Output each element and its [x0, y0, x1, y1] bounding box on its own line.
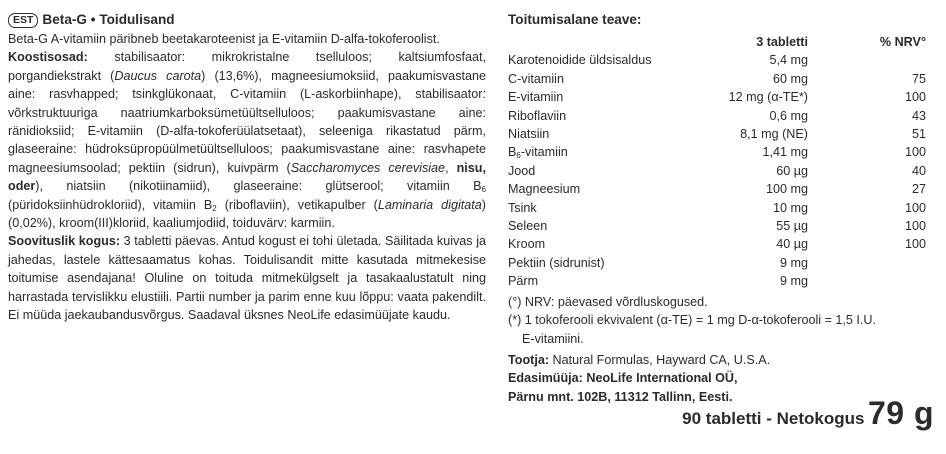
laminaria-digitata: Laminaria digitata — [377, 197, 482, 212]
header-qty: 3 tabletti — [756, 35, 808, 49]
ingredients-text-7: ) (0,02%), kroom(III)kloriid, kaaliumjodiid, toiduvärv: karmiin. — [8, 197, 486, 231]
nutrient-qty: 9 mg — [780, 255, 808, 270]
nutrition-row — [508, 272, 926, 290]
nutrient-qty: 8,1 mg (NE) — [740, 127, 808, 142]
nutrient-nrv: 27 — [911, 182, 926, 197]
ingredients-label: Koostisosad: — [8, 50, 88, 65]
note-tocopherol: (*) 1 tokoferooli ekvivalent (α-TE) = 1 mg D-α-tokoferooli = 1,5 I.U. — [508, 313, 877, 328]
nutrient-nrv: 43 — [911, 108, 926, 123]
manufacturer-text: Natural Formulas, Hayward CA, U.S.A. — [549, 352, 771, 367]
nutrient-qty: 60 µg — [776, 163, 808, 178]
nutrient-name: Pektiin (sidrunist) — [508, 255, 605, 270]
net-weight: 79 g — [867, 395, 934, 431]
note-tocopherol-cont: E-vitamiini. — [522, 331, 584, 346]
nutrient-qty: 9 mg — [780, 274, 808, 289]
nutrition-table — [508, 33, 926, 291]
nutrient-nrv — [808, 51, 926, 69]
distributor-label: Edasimüüja: — [508, 371, 583, 386]
nutrient-name: Niatsiin — [508, 127, 550, 142]
right-column — [508, 10, 938, 406]
ingredients-text-2: ) (13,6%), magneesiumoksiid, paakumisvastane aine: rasvhapped; tsinkglükonaat, C-vitamiin (L-askorbiinhape), stabilisaator: võrkstruktuuriga naatriumkarboksümetüültselluloos; paakumisvastane aine: ränidioksiid; E-vitamiin (D-alfa-tokoferüülatsetaat), seleeniga rikastatud pärm, glaseeraine: hüdroksüpropüülmetüültselluloos; paakumisvastane aine: rasvhapete magneesiumsoolad; pektiin (sidrun), kuivpärm ( — [8, 68, 486, 175]
nutrient-nrv: 40 — [911, 163, 926, 178]
nutrient-nrv: 51 — [911, 127, 926, 142]
usage-paragraph — [8, 232, 486, 324]
ingredients-text-5: (püridoksiinhüdrokloriid), vitamiin B — [8, 197, 213, 212]
nutrition-row — [508, 88, 926, 106]
nutrition-row — [508, 70, 926, 88]
net-quantity — [682, 395, 934, 431]
ingredients-paragraph — [8, 48, 486, 232]
nutrition-row — [508, 107, 926, 125]
product-name: Beta-G — [42, 12, 87, 27]
note-nrv: (°) NRV: päevased võrdluskogused. — [508, 294, 708, 309]
subscript-2: 2 — [212, 203, 217, 213]
product-header — [8, 10, 486, 30]
nutrition-row — [508, 217, 926, 235]
distributor — [508, 369, 938, 387]
nutrient-name: Riboflaviin — [508, 108, 567, 123]
intro-text: Beta-G A-vitamiin päribneb beetakaroteenist ja E-vitamiin D-alfa-tokoferoolist. — [8, 32, 440, 46]
nutrient-name: C-vitamiin — [508, 71, 564, 86]
daucus-carota: Daucus carota — [114, 68, 202, 83]
product-subtitle: Toidulisand — [99, 12, 175, 27]
nutrition-title: Toitumisalane teave: — [508, 12, 642, 27]
nutrition-row — [508, 51, 926, 69]
nutrition-notes — [508, 293, 938, 348]
nutrient-name: E-vitamiin — [508, 90, 564, 105]
nutrient-nrv: 100 — [904, 200, 926, 215]
header-separator: • — [90, 12, 96, 27]
manufacturer-label: Tootja: — [508, 352, 550, 367]
nutrient-name: Tsink — [508, 200, 537, 215]
nutrition-row — [508, 180, 926, 198]
manufacturer — [508, 351, 938, 369]
nutrition-row — [508, 254, 926, 272]
nutrient-name: Jood — [508, 163, 536, 178]
nutrient-name-rest: -vitamiin — [520, 145, 568, 160]
nutrient-qty: 55 µg — [776, 219, 808, 234]
nutrient-nrv: 100 — [904, 145, 926, 160]
tablet-count: 90 tabletti - Netokogus — [682, 409, 865, 428]
nutrition-body — [508, 51, 926, 290]
nutrient-nrv — [808, 272, 926, 290]
language-badge: EST — [8, 13, 38, 28]
nutrient-nrv — [808, 254, 926, 272]
ingredients-text-1: stabilisaator: mikrokristalne tselluloos; kaltsiumfosfaat, porgandiekstrakt ( — [8, 50, 486, 83]
nutrient-name: Pärm — [508, 274, 539, 289]
allergens: nisu, oder — [8, 160, 486, 194]
nutrition-row — [508, 235, 926, 253]
header-nrv: % NRV° — [879, 35, 926, 49]
nutrient-name: Karotenoidide üldsisaldus — [508, 53, 652, 68]
nutrient-qty: 1,41 mg — [762, 145, 808, 160]
nutrient-qty: 12 mg (α-TE*) — [728, 90, 808, 105]
distributor-text: NeoLife International OÜ, — [582, 371, 738, 386]
nutrient-name: Seleen — [508, 219, 548, 234]
nutrient-qty: 60 mg — [772, 71, 808, 86]
nutrient-qty: 0,6 mg — [769, 108, 808, 123]
nutrition-row — [508, 143, 926, 161]
nutrient-subscript: 6 — [516, 151, 521, 161]
nutrient-name: Magneesium — [508, 182, 581, 197]
ingredients-text-6: (riboflaviin), vetikapulber ( — [216, 197, 378, 212]
nutrient-nrv: 100 — [904, 219, 926, 234]
nutrition-row — [508, 125, 926, 143]
nutrition-row — [508, 162, 926, 180]
nutrient-name — [508, 143, 688, 161]
usage-text: 3 tabletti päevas. Antud kogust ei tohi ületada. Säilitada kuivas ja jahedas, lastele kättesaamatus kohas. Toidulisandit mitte kasutada mitmekesise toitumise asendajana! Oluline on toituda mitmekülgselt ja tasakaalustatult ning harrastada tervislikku elustiili. Partii number ja parim enne kuu lõppu: vaata pakendilt. Ei müüda jaekaubandusvõrgus. Saadaval üksnes NeoLife edasimüüjate kaudu. — [8, 234, 486, 323]
ingredients-text-3: , — [445, 160, 457, 175]
nutrient-nrv: 100 — [904, 90, 926, 105]
header-name-cell — [508, 33, 688, 51]
nutrient-nrv: 100 — [904, 237, 926, 252]
nutrient-name: Kroom — [508, 237, 546, 252]
nutrition-header-row — [508, 33, 926, 51]
nutrient-qty: 10 mg — [772, 200, 808, 215]
nutrient-name-part: B — [508, 145, 517, 160]
nutrient-qty: 40 µg — [776, 237, 808, 252]
nutrient-nrv: 75 — [911, 71, 926, 86]
nutrient-qty: 5,4 mg — [769, 53, 808, 68]
ingredients-text-4: ), niatsiin (nikotiinamiid), glaseeraine: glütserool; vitamiin B — [35, 179, 482, 194]
usage-label: Soovituslik kogus: — [8, 234, 121, 249]
nutrient-qty: 100 mg — [765, 182, 808, 197]
saccharomyces: Saccharomyces cerevisiae — [290, 160, 446, 175]
distributor-address: Pärnu mnt. 102B, 11312 Tallinn, Eesti. — [508, 389, 733, 404]
nutrition-row — [508, 199, 926, 217]
left-column — [8, 10, 486, 325]
subscript-6: 6 — [481, 185, 486, 195]
